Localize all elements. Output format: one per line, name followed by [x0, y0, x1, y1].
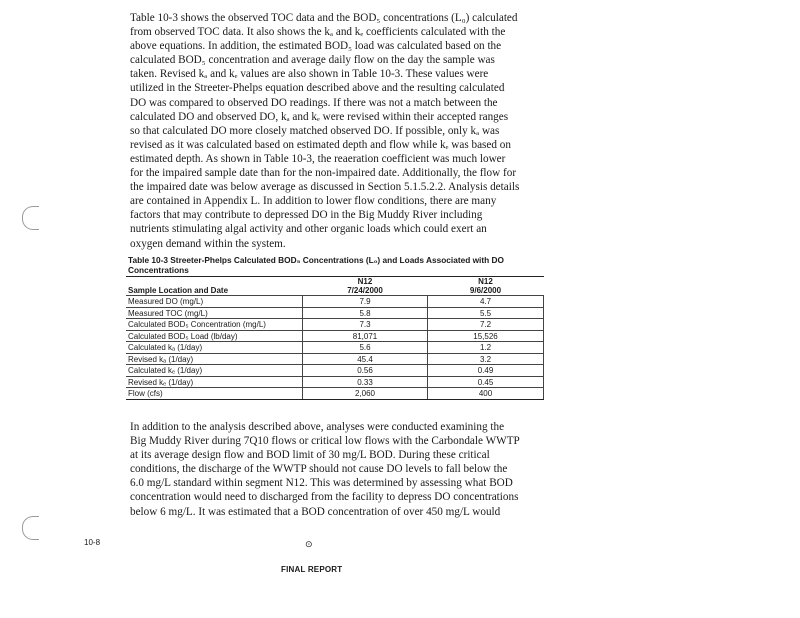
row-value-1: 45.4	[303, 353, 428, 365]
row-label: Measured DO (mg/L)	[126, 296, 303, 308]
row-value-1: 7.9	[303, 296, 428, 308]
table-row	[126, 330, 544, 342]
binder-hole-mark	[22, 516, 39, 540]
paragraph-line: for the impaired sample date than for the non-impaired date. Additionally, the flow for	[130, 167, 517, 180]
paragraph-line: below 6 mg/L. It was estimated that a BOD concentration of over 450 mg/L would	[130, 505, 501, 518]
footer-center-mark: ⊙	[305, 539, 313, 549]
table-row	[126, 307, 544, 319]
table-row	[126, 365, 544, 377]
paragraph-line: are contained in Appendix L. In addition to lower flow conditions, there are many	[130, 195, 497, 208]
paragraph-line: calculated DO and observed DO, kₐ and kₑ were revised within their accepted ranges	[130, 110, 509, 123]
paragraph-line: factors that may contribute to depressed DO in the Big Muddy River including	[130, 209, 483, 222]
header-col-1	[303, 277, 428, 296]
row-value-1: 5.8	[303, 307, 428, 319]
paragraph-line: from observed TOC data. It also shows the kₐ and kₑ coefficients calculated with the	[130, 26, 506, 39]
header-sample-location: Sample Location and Date	[126, 277, 303, 296]
row-value-2: 0.49	[428, 365, 544, 377]
paragraph-line: estimated depth. As shown in Table 10-3, the reaeration coefficient was much lower	[130, 152, 506, 165]
row-value-1: 0.56	[303, 365, 428, 377]
row-value-2: 3.2	[428, 353, 544, 365]
body-paragraph-2	[130, 420, 540, 519]
row-value-2: 1.2	[428, 342, 544, 354]
paragraph-line: conditions, the discharge of the WWTP should not cause DO levels to fall below the	[130, 463, 508, 476]
footer-report-label: FINAL REPORT	[281, 565, 343, 574]
binder-hole-mark	[22, 206, 39, 230]
table-row	[126, 388, 544, 400]
row-label: Calculated BOD₅ Concentration (mg/L)	[126, 319, 303, 331]
paragraph-line: In addition to the analysis described above, analyses were conducted examining the	[130, 421, 505, 433]
row-value-2: 7.2	[428, 319, 544, 331]
paragraph-line: utilized in the Streeter-Phelps equation described above and the resulting calculated	[130, 82, 505, 95]
row-label: Calculated kₑ (1/day)	[126, 365, 303, 377]
table-caption-line-1: Table 10-3 Streeter-Phelps Calculated BOD₅ Concentrations (L₀) and Loads Associated with DO	[128, 255, 504, 265]
header-col-2-date: 9/6/2000	[469, 286, 502, 296]
table-row	[126, 319, 544, 331]
row-label: Measured TOC (mg/L)	[126, 307, 303, 319]
row-value-1: 0.33	[303, 376, 428, 388]
paragraph-line: nutrients stimulating algal activity and other organic loads which could exert an	[130, 223, 487, 236]
table-caption	[128, 255, 548, 275]
paragraph-line: 6.0 mg/L standard within segment N12. This was determined by assessing what BOD	[130, 477, 513, 490]
page-number: 10-8	[84, 538, 101, 547]
row-label: Calculated kₐ (1/day)	[126, 342, 303, 354]
header-col-1-date: 7/24/2000	[347, 286, 383, 296]
paragraph-line: the impaired date was below average as discussed in Section 5.1.5.2.2. Analysis details	[130, 181, 520, 194]
paragraph-line: revised as it was calculated based on estimated depth and flow while kₑ was based on	[130, 138, 511, 151]
row-label: Flow (cfs)	[126, 388, 303, 400]
table-row	[126, 353, 544, 365]
row-value-1: 81,071	[303, 330, 428, 342]
table-header-row	[126, 277, 544, 296]
row-value-2: 0.45	[428, 376, 544, 388]
row-label: Revised kₑ (1/day)	[126, 376, 303, 388]
paragraph-line: at its average design flow and BOD limit of 30 mg/L BOD. During these critical	[130, 449, 490, 462]
row-value-2: 4.7	[428, 296, 544, 308]
header-col-2-station: N12	[478, 277, 493, 286]
row-label: Revised kₐ (1/day)	[126, 353, 303, 365]
table-row	[126, 376, 544, 388]
table-row	[126, 342, 544, 354]
row-value-1: 2,060	[303, 388, 428, 400]
row-value-1: 5.6	[303, 342, 428, 354]
paragraph-line: so that calculated DO more closely matched observed DO. If possible, only kₐ was	[130, 124, 500, 137]
row-value-2: 400	[428, 388, 544, 400]
row-value-2: 5.5	[428, 307, 544, 319]
paragraph-line: oxygen demand within the system.	[130, 237, 286, 250]
streeter-phelps-table	[126, 276, 544, 400]
paragraph-line: DO was compared to observed DO readings. If there was not a match between the	[130, 96, 498, 109]
body-paragraph-1	[130, 11, 540, 251]
table-row	[126, 296, 544, 308]
paragraph-line: concentration would need to discharged from the facility to depress DO concentrations	[130, 491, 519, 504]
header-col-1-station: N12	[357, 277, 373, 286]
paragraph-line: Table 10-3 shows the observed TOC data and the BOD₅ concentrations (L₀) calculated	[130, 12, 518, 24]
paragraph-line: above equations. In addition, the estimated BOD₅ load was calculated based on the	[130, 40, 502, 53]
table-caption-line-2: Concentrations	[128, 265, 189, 275]
header-col-2	[428, 277, 544, 296]
row-value-1: 7.3	[303, 319, 428, 331]
paragraph-line: taken. Revised kₐ and kₑ values are also shown in Table 10-3. These values were	[130, 68, 489, 81]
paragraph-line: Big Muddy River during 7Q10 flows or critical low flows with the Carbondale WWTP	[130, 435, 520, 448]
paragraph-line: calculated BOD₅ concentration and average daily flow on the day the sample was	[130, 54, 495, 67]
row-value-2: 15,526	[428, 330, 544, 342]
row-label: Calculated BOD₅ Load (lb/day)	[126, 330, 303, 342]
